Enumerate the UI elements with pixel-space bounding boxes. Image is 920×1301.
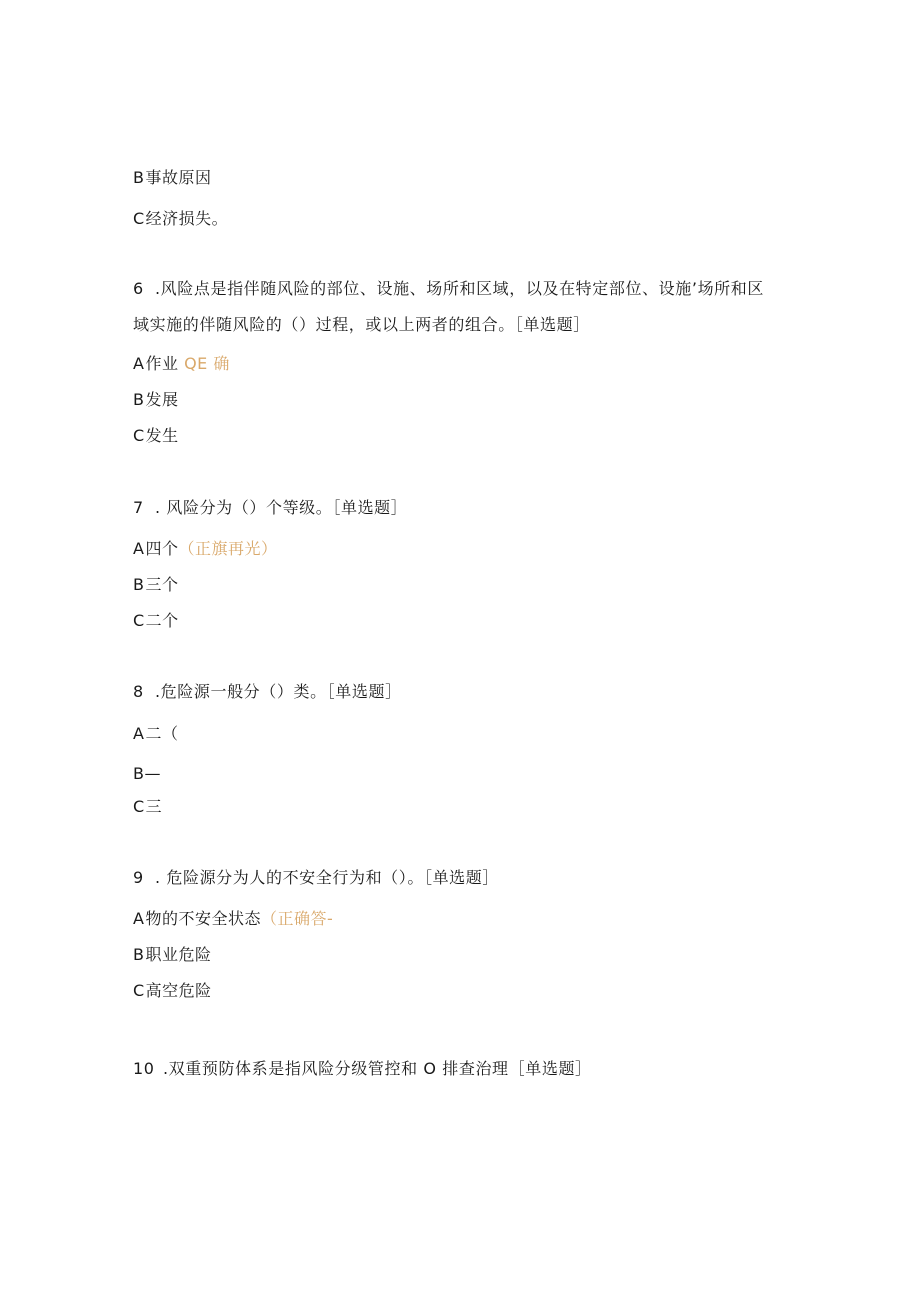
option-text: 高空危险 xyxy=(145,981,212,1000)
option-letter: B xyxy=(133,390,145,409)
question-9 xyxy=(133,867,499,889)
option-q6-b[interactable] xyxy=(133,389,179,411)
option-q9-a[interactable] xyxy=(133,908,333,930)
question-text-continued: 域实施的伴随风险的（）过程，或以上两者的组合。［单选题］ xyxy=(133,315,590,334)
option-text: — xyxy=(144,764,161,783)
correct-answer-mark: （正旗再光） xyxy=(178,539,278,558)
option-letter: C xyxy=(133,981,145,1000)
option-q5-b[interactable] xyxy=(133,167,212,189)
option-letter: C xyxy=(133,426,145,445)
option-text: 作业 xyxy=(145,354,179,373)
option-letter: B xyxy=(133,764,145,783)
option-letter: A xyxy=(133,724,145,743)
option-q5-c[interactable] xyxy=(133,208,228,230)
question-6-line-1 xyxy=(133,278,764,300)
question-text: .双重预防体系是指风险分级管控和 O 排查治理［单选题］ xyxy=(163,1059,592,1078)
option-letter: B xyxy=(133,168,145,187)
option-q8-a[interactable] xyxy=(133,723,178,745)
option-letter: A xyxy=(133,909,145,928)
question-7 xyxy=(133,497,407,519)
option-text: 职业危险 xyxy=(145,945,212,964)
option-letter: B xyxy=(133,945,145,964)
question-number: 6 xyxy=(133,279,144,298)
question-text: . 危险源分为人的不安全行为和（）。［单选题］ xyxy=(155,868,499,887)
option-letter: C xyxy=(133,209,145,228)
correct-answer-mark: QE 确 xyxy=(184,354,230,373)
question-text: .风险点是指伴随风险的部位、设施、场所和区域，以及在特定部位、设施’场所和区 xyxy=(155,279,764,298)
question-6-line-2 xyxy=(133,314,590,336)
question-number: 10 xyxy=(133,1059,155,1078)
option-text: 经济损失。 xyxy=(145,209,229,228)
option-q9-c[interactable] xyxy=(133,980,212,1002)
option-letter: A xyxy=(133,539,145,558)
question-text: . 风险分为（）个等级。［单选题］ xyxy=(155,498,408,517)
question-number: 9 xyxy=(133,868,144,887)
correct-answer-mark: （正确答- xyxy=(260,909,334,928)
option-q7-a[interactable] xyxy=(133,538,277,560)
option-q7-c[interactable] xyxy=(133,610,179,632)
option-q8-c[interactable] xyxy=(133,796,162,818)
question-8 xyxy=(133,681,402,703)
option-text: 二（ xyxy=(145,724,179,743)
option-text: 发展 xyxy=(145,390,179,409)
option-letter: A xyxy=(133,354,145,373)
question-10 xyxy=(133,1058,592,1080)
option-q7-b[interactable] xyxy=(133,574,179,596)
option-q8-b[interactable] xyxy=(133,763,161,785)
option-letter: C xyxy=(133,611,145,630)
option-letter: B xyxy=(133,575,145,594)
option-q6-c[interactable] xyxy=(133,425,179,447)
option-text: 三个 xyxy=(145,575,179,594)
option-text: 物的不安全状态 xyxy=(145,909,261,928)
option-text: 事故原因 xyxy=(145,168,212,187)
question-number: 8 xyxy=(133,682,144,701)
option-text: 发生 xyxy=(145,426,179,445)
option-text: 四个 xyxy=(145,539,179,558)
option-q9-b[interactable] xyxy=(133,944,212,966)
option-q6-a[interactable] xyxy=(133,353,230,375)
option-letter: C xyxy=(133,797,145,816)
option-text: 二个 xyxy=(145,611,179,630)
question-text: .危险源一般分（）类。［单选题］ xyxy=(155,682,402,701)
option-text: 三 xyxy=(145,797,163,816)
question-number: 7 xyxy=(133,498,144,517)
